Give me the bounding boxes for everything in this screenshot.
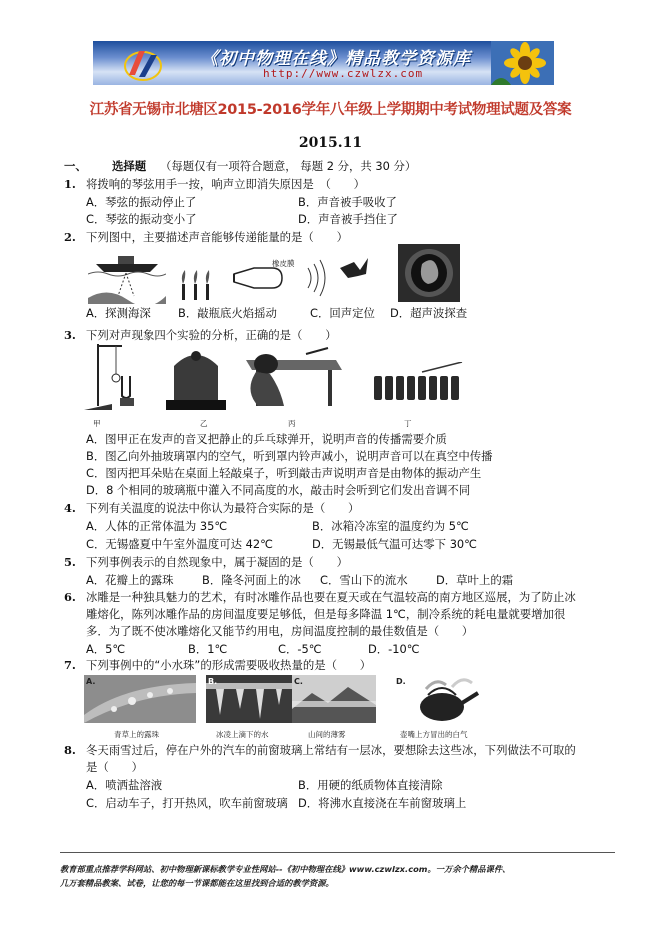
section-name: 选择题: [112, 159, 147, 173]
option-c: C．启动车子，打开热风，吹车前窗玻璃: [86, 796, 288, 810]
option-b: B．敲瓶底火焰摇动: [178, 306, 277, 320]
caption-c: 山间的薄雾: [308, 730, 346, 739]
tuning-fork-figure: [82, 340, 142, 416]
option-c: C．回声定位: [310, 306, 375, 320]
option-a: A．琴弦的振动停止了: [86, 195, 197, 209]
option-b: B．1℃: [188, 642, 228, 656]
question-number: 7.: [64, 658, 76, 672]
site-banner: [93, 41, 554, 85]
question-stem-line: 冰雕是一种独具魅力的艺术，有时冰雕作品也要在夏天或在气温较高的南方地区巡展，为了防止冰: [86, 590, 576, 604]
option-d: D．8 个相同的玻璃瓶中灌入不同高度的水，敲击时会听到它们发出音调不同: [86, 483, 471, 497]
question-number: 3.: [64, 328, 76, 342]
section-note: （每题仅有一项符合题意， 每题 2 分，共 30 分）: [160, 159, 417, 173]
question-number: 1.: [64, 177, 76, 191]
option-c: C．琴弦的振动变小了: [86, 212, 197, 226]
caption-a: 青草上的露珠: [114, 730, 159, 739]
question-stem-line: 多．为了既不使冰雕熔化又能节约用电，房间温度控制的最佳数值是（ ）: [86, 624, 474, 638]
footer-line: 几万套精品教案、试卷，让您的每一节课都能在这里找到合适的教学资源。: [60, 878, 334, 888]
option-a: A．花瓣上的露珠: [86, 573, 174, 587]
question-stem: 下列对声现象四个实验的分析，正确的是（ ）: [86, 328, 337, 342]
caption-b: 冰凌上滴下的水: [216, 730, 269, 739]
image-letter-a: A.: [86, 677, 96, 686]
document-date: 2015.11: [298, 135, 363, 151]
question-number: 4.: [64, 501, 76, 515]
option-c: C．-5℃: [278, 642, 322, 656]
image-letter-b: B.: [208, 677, 218, 686]
page-footer: [60, 862, 620, 890]
banner-url: http://www.czwlzx.com: [263, 67, 424, 80]
dew-grass-photo: [84, 675, 196, 723]
banner-title: 《初中物理在线》精品教学资源库: [201, 49, 471, 69]
question-stem-line: 是（ ）: [86, 760, 143, 774]
option-a: A．5℃: [86, 642, 126, 656]
option-a: A．图甲正在发声的音叉把静止的乒乓球弹开，说明声音的传播需要介质: [86, 432, 447, 446]
question-stem: 下列有关温度的说法中你认为最符合实际的是（ ）: [86, 501, 360, 515]
image-letter-c: C.: [294, 677, 303, 686]
bell-jar-figure: [160, 344, 232, 414]
question-stem-line: 冬天雨雪过后，停在户外的汽车的前窗玻璃上常结有一层冰，要想除去这些冰，下列做法不可取的: [86, 743, 576, 757]
option-d: D．-10℃: [368, 642, 420, 656]
section-number: 一、: [64, 159, 87, 173]
bat-echolocation-figure: [304, 248, 376, 300]
question-number: 5.: [64, 555, 76, 569]
option-b: B．声音被手吸收了: [298, 195, 397, 209]
glass-bottles-figure: [372, 362, 464, 402]
question-stem: 下列图中，主要描述声音能够传递能量的是（ ）: [86, 230, 348, 244]
question-stem: 将拨响的琴弦用手一按，响声立即消失原因是 （ ）: [86, 177, 366, 191]
figure-label-jia: 甲: [93, 419, 101, 428]
icicle-photo: [206, 675, 294, 723]
ear-table-figure: [236, 344, 346, 414]
sunflower-icon: [491, 41, 554, 85]
option-b: B．冰箱冷冻室的温度约为 5℃: [312, 519, 469, 533]
option-a: A．探测海深: [86, 306, 151, 320]
ultrasound-figure: [398, 244, 460, 302]
option-d: D．声音被手挡住了: [298, 212, 398, 226]
document-title: 江苏省无锡市北塘区2015-2016学年八年级上学期期中考试物理试题及答案: [89, 102, 572, 118]
question-number: 8.: [64, 743, 76, 757]
membrane-label: 橡皮膜: [272, 259, 295, 268]
option-b: B．用硬的纸质物体直接清除: [298, 778, 443, 792]
kettle-steam-photo: [396, 671, 488, 723]
option-c: C．图丙把耳朵贴在桌面上轻敲桌子，听到敲击声说明声音是由物体的振动产生: [86, 466, 482, 480]
question-stem: 下列事例表示的自然现象中，属于凝固的是（ ）: [86, 555, 348, 569]
ship-sonar-figure: [88, 246, 166, 304]
option-d: D．超声波探查: [390, 306, 468, 320]
figure-label-bing: 丙: [288, 419, 296, 428]
option-d: D．无锡最低气温可达零下 30℃: [312, 537, 477, 551]
caption-d: 壶嘴上方冒出的白气: [400, 730, 468, 739]
figure-label-yi: 乙: [200, 419, 208, 428]
option-a: A．喷洒盐溶液: [86, 778, 163, 792]
question-stem-line: 雕熔化，陈列冰雕作品的房间温度要足够低，但是每多降温 1℃，制冷系统的耗电量就要增加很: [86, 607, 566, 621]
option-b: B．图乙向外抽玻璃罩内的空气，听到罩内铃声减小，说明声音可以在真空中传播: [86, 449, 493, 463]
question-number: 2.: [64, 230, 76, 244]
option-d: D．草叶上的霜: [436, 573, 514, 587]
question-number: 6.: [64, 590, 76, 604]
image-letter-d: D.: [396, 677, 406, 686]
option-b: B．隆冬河面上的冰: [202, 573, 301, 587]
option-c: C．无锡盛夏中午室外温度可达 42℃: [86, 537, 273, 551]
option-d: D．将沸水直接浇在车前窗玻璃上: [298, 796, 467, 810]
mountain-fog-photo: [292, 675, 376, 723]
question-stem: 下列事例中的“小水珠”的形成需要吸收热量的是（ ）: [86, 658, 372, 672]
site-logo-icon: [123, 45, 163, 83]
footer-line: 教育部重点推荐学科网站、初中物理新课标教学专业性网站--《初中物理在线》www.czwlzx.com。一万余个精品课件、: [60, 864, 511, 874]
option-a: A．人体的正常体温为 35℃: [86, 519, 228, 533]
option-c: C．雪山下的流水: [320, 573, 408, 587]
figure-label-ding: 丁: [404, 419, 412, 428]
footer-divider: [60, 852, 615, 853]
